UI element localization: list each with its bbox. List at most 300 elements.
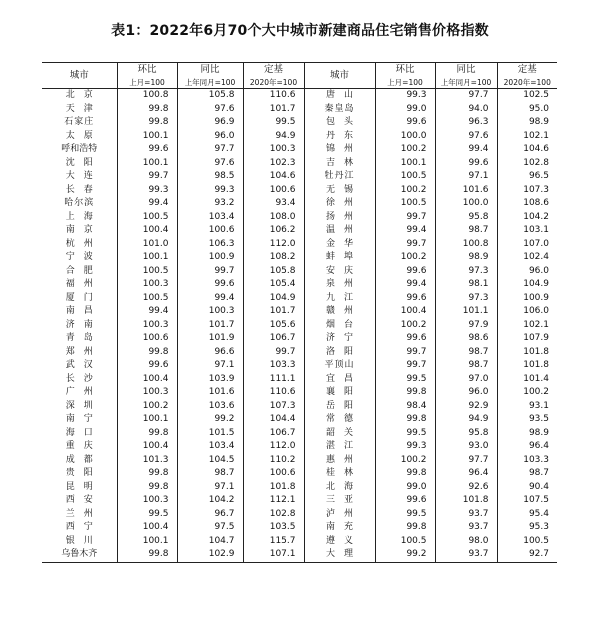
cell-base-left: 99.7: [243, 346, 304, 360]
cell-yoy-left: 96.0: [177, 130, 243, 144]
cell-yoy-right: 94.0: [435, 103, 497, 117]
cell-city-left: 北京: [65, 90, 102, 100]
cell-mom-right: 99.0: [375, 103, 435, 117]
cell-city-right: 扬州: [304, 211, 375, 225]
table-row: [42, 373, 557, 387]
cell-base-left: 107.1: [243, 548, 304, 562]
table-row: [42, 427, 557, 441]
cell-mom-right: 100.2: [375, 143, 435, 157]
cell-mom-right: 99.6: [375, 116, 435, 130]
cell-mom-left: 101.0: [117, 238, 177, 252]
cell-city-left: 杭州: [65, 238, 102, 249]
cell-city-right: 遵义: [304, 535, 375, 549]
cell-mom-right: 99.4: [375, 278, 435, 292]
cell-city-left: 哈尔滨: [64, 198, 95, 208]
cell-base-right: 104.6: [497, 143, 557, 157]
cell-yoy-left: 99.2: [177, 413, 243, 427]
cell-yoy-right: 101.6: [435, 184, 497, 198]
table-row: [42, 386, 557, 400]
cell-base-left: 100.6: [243, 184, 304, 198]
cell-base-left: 102.8: [243, 508, 304, 522]
cell-base-left: 99.5: [243, 116, 304, 130]
cell-city-left: 上海: [65, 211, 102, 222]
cell-yoy-left: 93.2: [177, 197, 243, 211]
cell-yoy-left: 97.5: [177, 521, 243, 535]
cell-yoy-left: 97.6: [177, 103, 243, 117]
cell-city-right: 济宁: [304, 332, 375, 346]
cell-mom-left: 99.4: [117, 197, 177, 211]
cell-mom-left: 99.8: [117, 467, 177, 481]
cell-mom-right: 99.8: [375, 467, 435, 481]
cell-city-left: 天津: [65, 103, 102, 114]
table-row: [42, 481, 557, 495]
cell-city-left: 济南: [65, 319, 102, 330]
table-row: [42, 332, 557, 346]
cell-city-left: 大连: [65, 171, 102, 181]
cell-city-left: 武汉: [65, 360, 102, 370]
cell-base-left: 110.6: [243, 89, 304, 103]
cell-yoy-right: 97.3: [435, 292, 497, 306]
cell-base-left: 101.7: [243, 305, 304, 319]
cell-yoy-right: 96.3: [435, 116, 497, 130]
cell-yoy-left: 101.9: [177, 332, 243, 346]
table-body: [42, 89, 557, 563]
cell-mom-right: 99.0: [375, 481, 435, 495]
cell-mom-right: 98.4: [375, 400, 435, 414]
cell-base-right: 101.8: [497, 359, 557, 373]
cell-yoy-left: 97.1: [177, 481, 243, 495]
table-row: [42, 359, 557, 373]
cell-city-right: 泸州: [304, 508, 375, 522]
cell-city-right: 唐山: [304, 89, 375, 103]
cell-base-right: 102.1: [497, 130, 557, 144]
table-row: [42, 400, 557, 414]
cell-mom-right: 100.2: [375, 454, 435, 468]
table-row: [42, 157, 557, 171]
table-row: [42, 211, 557, 225]
cell-city-right: 洛阳: [304, 346, 375, 360]
cell-city-right: 平顶山: [304, 359, 375, 373]
cell-base-right: 102.4: [497, 251, 557, 265]
cell-mom-right: 99.6: [375, 494, 435, 508]
cell-mom-left: 99.8: [117, 548, 177, 562]
cell-city-right: 三亚: [304, 494, 375, 508]
cell-mom-right: 99.5: [375, 373, 435, 387]
cell-city-right: 烟台: [304, 319, 375, 333]
cell-city-right: 牡丹江: [304, 170, 375, 184]
cell-yoy-right: 97.1: [435, 170, 497, 184]
cell-mom-left: 100.2: [117, 400, 177, 414]
table-row: [42, 143, 557, 157]
cell-yoy-right: 92.6: [435, 481, 497, 495]
header-city-left: 城市: [42, 63, 117, 89]
cell-mom-right: 100.4: [375, 305, 435, 319]
cell-yoy-left: 101.5: [177, 427, 243, 441]
cell-yoy-right: 93.7: [435, 548, 497, 562]
cell-city-left: 西宁: [65, 522, 102, 532]
cell-mom-left: 100.3: [117, 319, 177, 333]
cell-yoy-left: 98.5: [177, 170, 243, 184]
cell-mom-right: 100.2: [375, 184, 435, 198]
header-mom-right: 环比: [375, 63, 435, 78]
cell-city-left: 成都: [65, 454, 102, 465]
cell-mom-right: 99.3: [375, 440, 435, 454]
cell-city-left: 太原: [65, 130, 102, 141]
cell-base-right: 93.5: [497, 413, 557, 427]
cell-mom-left: 100.4: [117, 440, 177, 454]
cell-yoy-left: 103.4: [177, 211, 243, 225]
cell-mom-left: 100.3: [117, 494, 177, 508]
cell-city-left: 兰州: [65, 508, 102, 519]
cell-yoy-left: 101.6: [177, 386, 243, 400]
header-base-sub-right: 2020年=100: [497, 77, 557, 89]
cell-city-left: 福州: [65, 279, 102, 289]
cell-base-right: 101.4: [497, 373, 557, 387]
cell-yoy-right: 99.4: [435, 143, 497, 157]
cell-yoy-left: 103.4: [177, 440, 243, 454]
cell-base-right: 102.8: [497, 157, 557, 171]
cell-city-left: 南京: [65, 225, 102, 235]
cell-yoy-right: 97.6: [435, 130, 497, 144]
cell-yoy-right: 93.7: [435, 508, 497, 522]
cell-base-left: 112.0: [243, 238, 304, 252]
cell-base-left: 101.8: [243, 481, 304, 495]
cell-mom-left: 101.3: [117, 454, 177, 468]
cell-base-left: 93.4: [243, 197, 304, 211]
cell-base-left: 103.5: [243, 521, 304, 535]
cell-mom-left: 100.6: [117, 332, 177, 346]
cell-yoy-right: 97.3: [435, 265, 497, 279]
header-mom-left: 环比: [117, 63, 177, 78]
cell-base-left: 103.3: [243, 359, 304, 373]
cell-base-right: 107.5: [497, 494, 557, 508]
cell-base-left: 101.7: [243, 103, 304, 117]
cell-base-right: 101.8: [497, 346, 557, 360]
cell-base-left: 104.4: [243, 413, 304, 427]
header-base-right: 定基: [497, 63, 557, 78]
table-row: [42, 508, 557, 522]
cell-yoy-right: 95.8: [435, 211, 497, 225]
page-title: 表1：2022年6月70个大中城市新建商品住宅销售价格指数: [111, 23, 489, 39]
cell-base-right: 104.2: [497, 211, 557, 225]
cell-city-right: 岳阳: [304, 400, 375, 414]
cell-base-right: 107.3: [497, 184, 557, 198]
cell-yoy-right: 98.6: [435, 332, 497, 346]
cell-mom-left: 99.4: [117, 305, 177, 319]
cell-city-left: 南宁: [65, 414, 102, 424]
cell-city-right: 宜昌: [304, 373, 375, 387]
header-yoy-left: 同比: [177, 63, 243, 78]
table-row: [42, 494, 557, 508]
cell-base-right: 103.3: [497, 454, 557, 468]
cell-mom-left: 100.5: [117, 292, 177, 306]
cell-city-left: 宁波: [65, 252, 102, 262]
header-row-main: [42, 63, 557, 78]
cell-mom-left: 99.6: [117, 359, 177, 373]
cell-city-left: 青岛: [65, 333, 102, 343]
cell-city-left: 银川: [65, 535, 102, 546]
header-yoy-sub-right: 上年同月=100: [435, 77, 497, 89]
cell-mom-right: 99.6: [375, 292, 435, 306]
cell-city-right: 锦州: [304, 143, 375, 157]
cell-city-left: 沈阳: [65, 157, 102, 168]
cell-mom-left: 100.8: [117, 89, 177, 103]
cell-yoy-right: 99.6: [435, 157, 497, 171]
cell-yoy-left: 100.9: [177, 251, 243, 265]
cell-city-left: 长春: [65, 184, 102, 195]
cell-city-right: 韶关: [304, 427, 375, 441]
header-yoy-sub-left: 上年同月=100: [177, 77, 243, 89]
cell-yoy-left: 98.7: [177, 467, 243, 481]
cell-yoy-left: 104.5: [177, 454, 243, 468]
cell-yoy-left: 101.7: [177, 319, 243, 333]
cell-base-right: 107.9: [497, 332, 557, 346]
cell-city-right: 桂林: [304, 467, 375, 481]
cell-yoy-left: 100.3: [177, 305, 243, 319]
cell-base-left: 104.6: [243, 170, 304, 184]
cell-base-left: 94.9: [243, 130, 304, 144]
cell-yoy-left: 96.7: [177, 508, 243, 522]
cell-mom-right: 99.8: [375, 386, 435, 400]
table-row: [42, 278, 557, 292]
cell-city-left: 郑州: [65, 346, 102, 357]
header-base-sub-left: 2020年=100: [243, 77, 304, 89]
cell-city-right: 丹东: [304, 130, 375, 144]
cell-city-right: 安庆: [304, 265, 375, 279]
cell-city-right: 蚌埠: [304, 251, 375, 265]
cell-yoy-right: 100.8: [435, 238, 497, 252]
cell-yoy-left: 97.6: [177, 157, 243, 171]
cell-base-right: 102.5: [497, 89, 557, 103]
table-row: [42, 265, 557, 279]
cell-base-left: 110.6: [243, 386, 304, 400]
cell-mom-left: 99.8: [117, 427, 177, 441]
cell-base-right: 92.7: [497, 548, 557, 562]
cell-base-right: 104.9: [497, 278, 557, 292]
cell-base-left: 110.2: [243, 454, 304, 468]
table-row: [42, 467, 557, 481]
cell-city-right: 无锡: [304, 184, 375, 198]
cell-yoy-left: 104.2: [177, 494, 243, 508]
cell-city-right: 常德: [304, 413, 375, 427]
cell-yoy-left: 105.8: [177, 89, 243, 103]
cell-mom-left: 100.1: [117, 251, 177, 265]
cell-mom-right: 100.2: [375, 319, 435, 333]
cell-mom-left: 100.5: [117, 211, 177, 225]
cell-mom-right: 100.5: [375, 197, 435, 211]
cell-yoy-right: 98.7: [435, 224, 497, 238]
cell-yoy-left: 99.4: [177, 292, 243, 306]
table-row: [42, 116, 557, 130]
cell-mom-right: 99.7: [375, 238, 435, 252]
cell-city-right: 北海: [304, 481, 375, 495]
cell-city-left: 合肥: [65, 265, 102, 276]
cell-base-left: 106.7: [243, 427, 304, 441]
cell-mom-left: 99.8: [117, 103, 177, 117]
cell-yoy-left: 104.7: [177, 535, 243, 549]
cell-city-right: 南充: [304, 521, 375, 535]
cell-mom-left: 100.3: [117, 386, 177, 400]
cell-mom-left: 99.5: [117, 508, 177, 522]
cell-yoy-left: 106.3: [177, 238, 243, 252]
table-row: [42, 197, 557, 211]
cell-mom-left: 99.8: [117, 481, 177, 495]
cell-city-left: 海口: [65, 427, 102, 438]
cell-city-left: 贵阳: [65, 468, 102, 478]
cell-city-right: 温州: [304, 224, 375, 238]
cell-mom-left: 100.5: [117, 265, 177, 279]
cell-mom-right: 100.5: [375, 170, 435, 184]
cell-yoy-right: 94.9: [435, 413, 497, 427]
cell-mom-right: 99.5: [375, 427, 435, 441]
cell-base-right: 90.4: [497, 481, 557, 495]
table-row: [42, 184, 557, 198]
cell-yoy-right: 97.9: [435, 319, 497, 333]
cell-yoy-left: 103.6: [177, 400, 243, 414]
cell-city-left: 南昌: [65, 306, 102, 316]
cell-mom-right: 99.5: [375, 508, 435, 522]
table-row: [42, 548, 557, 562]
cell-base-right: 98.9: [497, 116, 557, 130]
cell-base-right: 95.3: [497, 521, 557, 535]
cell-yoy-left: 96.6: [177, 346, 243, 360]
table-row: [42, 454, 557, 468]
cell-mom-left: 99.6: [117, 143, 177, 157]
cell-mom-right: 99.8: [375, 521, 435, 535]
cell-city-right: 惠州: [304, 454, 375, 468]
table-row: [42, 319, 557, 333]
cell-city-left: 厦门: [65, 292, 102, 303]
cell-base-right: 100.5: [497, 535, 557, 549]
cell-yoy-right: 98.7: [435, 359, 497, 373]
cell-mom-left: 100.4: [117, 224, 177, 238]
cell-mom-right: 99.7: [375, 359, 435, 373]
cell-yoy-right: 97.7: [435, 89, 497, 103]
cell-base-right: 98.9: [497, 427, 557, 441]
cell-base-left: 106.2: [243, 224, 304, 238]
cell-mom-right: 100.2: [375, 251, 435, 265]
cell-city-right: 襄阳: [304, 386, 375, 400]
cell-base-right: 98.7: [497, 467, 557, 481]
cell-base-left: 108.2: [243, 251, 304, 265]
cell-mom-right: 99.4: [375, 224, 435, 238]
cell-base-right: 108.6: [497, 197, 557, 211]
cell-base-right: 107.0: [497, 238, 557, 252]
cell-mom-right: 100.0: [375, 130, 435, 144]
cell-city-right: 吉林: [304, 157, 375, 171]
cell-city-left: 石家庄: [64, 117, 95, 127]
cell-mom-left: 100.3: [117, 278, 177, 292]
cell-mom-left: 100.1: [117, 413, 177, 427]
cell-mom-left: 99.3: [117, 184, 177, 198]
cell-base-right: 96.0: [497, 265, 557, 279]
cell-city-left: 昆明: [65, 481, 102, 492]
cell-mom-right: 99.3: [375, 89, 435, 103]
cell-yoy-left: 96.9: [177, 116, 243, 130]
cell-city-right: 湛江: [304, 440, 375, 454]
cell-mom-left: 99.7: [117, 170, 177, 184]
cell-city-right: 泉州: [304, 278, 375, 292]
cell-yoy-right: 101.8: [435, 494, 497, 508]
cell-yoy-right: 96.4: [435, 467, 497, 481]
cell-base-right: 106.0: [497, 305, 557, 319]
cell-yoy-left: 99.6: [177, 278, 243, 292]
cell-yoy-right: 98.0: [435, 535, 497, 549]
cell-city-left: 深圳: [65, 400, 102, 411]
cell-city-right: 徐州: [304, 197, 375, 211]
table-row: [42, 130, 557, 144]
cell-mom-right: 99.6: [375, 332, 435, 346]
cell-base-right: 96.5: [497, 170, 557, 184]
cell-mom-left: 99.8: [117, 346, 177, 360]
cell-mom-right: 100.5: [375, 535, 435, 549]
cell-base-right: 93.1: [497, 400, 557, 414]
cell-yoy-right: 96.0: [435, 386, 497, 400]
cell-base-left: 111.1: [243, 373, 304, 387]
cell-yoy-left: 97.7: [177, 143, 243, 157]
cell-mom-left: 100.1: [117, 130, 177, 144]
cell-city-right: 九江: [304, 292, 375, 306]
table-row: [42, 440, 557, 454]
cell-base-left: 107.3: [243, 400, 304, 414]
cell-city-right: 大理: [304, 548, 375, 562]
cell-base-left: 112.0: [243, 440, 304, 454]
cell-yoy-left: 102.9: [177, 548, 243, 562]
cell-base-left: 104.9: [243, 292, 304, 306]
header-city-right: 城市: [304, 63, 375, 89]
cell-mom-left: 100.1: [117, 535, 177, 549]
cell-mom-right: 99.8: [375, 413, 435, 427]
cell-base-left: 112.1: [243, 494, 304, 508]
cell-yoy-right: 101.1: [435, 305, 497, 319]
cell-city-right: 包头: [304, 116, 375, 130]
cell-base-right: 103.1: [497, 224, 557, 238]
table-row: [42, 238, 557, 252]
cell-city-right: 秦皇岛: [304, 103, 375, 117]
header-yoy-right: 同比: [435, 63, 497, 78]
cell-mom-right: 100.1: [375, 157, 435, 171]
cell-mom-right: 99.2: [375, 548, 435, 562]
cell-base-right: 96.4: [497, 440, 557, 454]
table-row: [42, 89, 557, 103]
cell-yoy-left: 99.3: [177, 184, 243, 198]
table-row: [42, 521, 557, 535]
cell-yoy-right: 93.7: [435, 521, 497, 535]
table-row: [42, 292, 557, 306]
cell-base-right: 95.4: [497, 508, 557, 522]
cell-yoy-right: 98.7: [435, 346, 497, 360]
cell-mom-left: 100.4: [117, 373, 177, 387]
cell-base-left: 105.6: [243, 319, 304, 333]
cell-yoy-right: 98.9: [435, 251, 497, 265]
cell-city-right: 赣州: [304, 305, 375, 319]
cell-city-left: 呼和浩特: [61, 144, 98, 154]
cell-base-left: 106.7: [243, 332, 304, 346]
cell-yoy-right: 98.1: [435, 278, 497, 292]
cell-mom-right: 99.6: [375, 265, 435, 279]
cell-city-left: 重庆: [65, 441, 102, 451]
header-mom-sub-right: 上月=100: [375, 77, 435, 89]
cell-base-left: 105.4: [243, 278, 304, 292]
cell-yoy-left: 99.7: [177, 265, 243, 279]
header-base-left: 定基: [243, 63, 304, 78]
table-row: [42, 346, 557, 360]
cell-yoy-left: 100.6: [177, 224, 243, 238]
cell-mom-left: 100.1: [117, 157, 177, 171]
table-row: [42, 103, 557, 117]
cell-mom-left: 100.4: [117, 521, 177, 535]
cell-mom-left: 99.8: [117, 116, 177, 130]
